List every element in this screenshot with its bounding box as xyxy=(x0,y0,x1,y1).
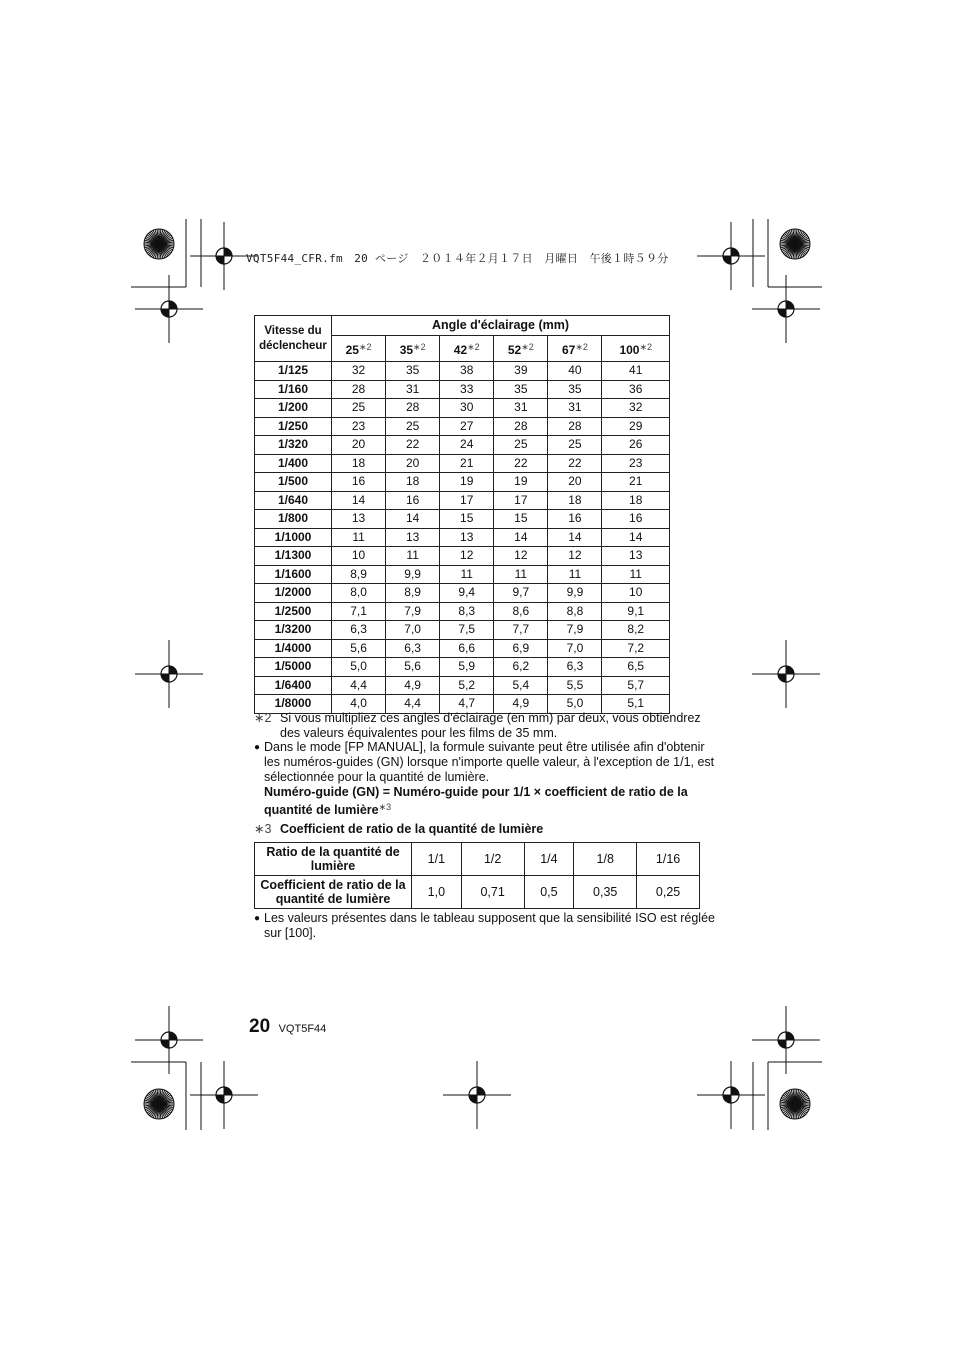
guide-number-cell: 23 xyxy=(602,454,670,473)
guide-number-cell: 9,4 xyxy=(440,584,494,603)
shutter-speed-cell: 1/250 xyxy=(255,417,332,436)
guide-number-cell: 16 xyxy=(332,473,386,492)
iso-bullet xyxy=(254,911,724,941)
guide-number-cell: 5,7 xyxy=(602,676,670,695)
footnote-2-ref: ∗2 xyxy=(413,342,426,352)
guide-number-cell: 28 xyxy=(332,380,386,399)
ratio-row xyxy=(255,843,700,876)
guide-number-cell: 19 xyxy=(494,473,548,492)
table-row xyxy=(255,436,670,455)
guide-number-cell: 5,1 xyxy=(602,695,670,714)
guide-number-cell: 5,5 xyxy=(548,676,602,695)
guide-number-cell: 5,0 xyxy=(548,695,602,714)
guide-number-cell: 13 xyxy=(332,510,386,529)
guide-number-cell: 31 xyxy=(494,399,548,418)
guide-number-cell: 6,3 xyxy=(332,621,386,640)
guide-number-cell: 32 xyxy=(332,362,386,381)
guide-number-cell: 13 xyxy=(602,547,670,566)
guide-number-cell: 6,9 xyxy=(494,639,548,658)
guide-number-cell: 22 xyxy=(386,436,440,455)
guide-number-cell: 33 xyxy=(440,380,494,399)
guide-number-cell: 40 xyxy=(548,362,602,381)
table-row xyxy=(255,602,670,621)
table-row xyxy=(255,399,670,418)
shutter-speed-cell: 1/200 xyxy=(255,399,332,418)
guide-number-cell: 18 xyxy=(602,491,670,510)
coefficient-value-cell: 0,35 xyxy=(574,876,637,909)
table-row xyxy=(255,510,670,529)
angle-column-25 xyxy=(332,336,386,362)
footnote-2-ref: ∗2 xyxy=(521,342,534,352)
guide-number-cell: 7,9 xyxy=(386,602,440,621)
guide-number-cell: 14 xyxy=(548,528,602,547)
guide-number-cell: 22 xyxy=(548,454,602,473)
guide-number-cell: 21 xyxy=(602,473,670,492)
table-row xyxy=(255,584,670,603)
footnote-2-ref: ∗2 xyxy=(467,342,480,352)
shutter-speed-cell: 1/320 xyxy=(255,436,332,455)
guide-number-cell: 6,5 xyxy=(602,658,670,677)
angle-group-header: Angle d'éclairage (mm) xyxy=(332,316,670,336)
shutter-speed-cell: 1/800 xyxy=(255,510,332,529)
ratio-value-cell: 1/2 xyxy=(461,843,524,876)
guide-number-cell: 17 xyxy=(494,491,548,510)
iso-note-text: Les valeurs présentes dans le tableau supposent que la sensibilité ISO est réglée sur [100]. xyxy=(264,911,715,940)
ratio-value-cell: 1/4 xyxy=(524,843,574,876)
fp-manual-text: Dans le mode [FP MANUAL], la formule suivante peut être utilisée afin d'obtenir les numéros-guides (GN) lorsque n'importe quelle valeur, à l'exception de 1/1, est sélectionnée pour la quantité de lumière. xyxy=(264,740,715,784)
angle-column-35 xyxy=(386,336,440,362)
table-row xyxy=(255,491,670,510)
guide-number-cell: 13 xyxy=(440,528,494,547)
guide-number-cell: 19 xyxy=(440,473,494,492)
footnote-2-ref: ∗2 xyxy=(358,342,372,352)
guide-number-cell: 25 xyxy=(494,436,548,455)
shutter-speed-cell: 1/5000 xyxy=(255,658,332,677)
guide-number-cell: 5,6 xyxy=(332,639,386,658)
guide-number-cell: 7,2 xyxy=(602,639,670,658)
angle-column-67 xyxy=(548,336,602,362)
shutter-speed-cell: 1/2500 xyxy=(255,602,332,621)
table-row xyxy=(255,454,670,473)
guide-number-cell: 35 xyxy=(548,380,602,399)
formula-marker: ∗3 xyxy=(378,802,392,812)
speed-column-header: Vitesse du déclencheur xyxy=(255,316,332,362)
guide-number-cell: 29 xyxy=(602,417,670,436)
guide-number-cell: 14 xyxy=(602,528,670,547)
print-header: VQT5F44_CFR.fm 20 ページ ２０１４年２月１７日 月曜日 午後１時５９分 xyxy=(246,252,669,265)
guide-number-cell: 8,3 xyxy=(440,602,494,621)
page-footer xyxy=(249,1016,326,1038)
angle-value: 67 xyxy=(561,343,576,357)
guide-number-cell: 6,3 xyxy=(386,639,440,658)
guide-number-cell: 20 xyxy=(548,473,602,492)
guide-number-cell: 9,9 xyxy=(548,584,602,603)
shutter-speed-cell: 1/3200 xyxy=(255,621,332,640)
formula-text: Numéro-guide (GN) = Numéro-guide pour 1/1 × coefficient de ratio de la quantité de lumière xyxy=(264,785,688,817)
footnote-2-text: Si vous multipliez ces angles d'éclairage (en mm) par deux, vous obtiendrez des valeurs équivalentes pour les films de 35 mm. xyxy=(280,711,701,740)
guide-number-cell: 5,4 xyxy=(494,676,548,695)
guide-number-cell: 27 xyxy=(440,417,494,436)
guide-number-cell: 32 xyxy=(602,399,670,418)
table-row xyxy=(255,621,670,640)
angle-value: 52 xyxy=(507,343,522,357)
bullet-icon: ● xyxy=(254,742,261,753)
guide-number-cell: 6,3 xyxy=(548,658,602,677)
guide-number-cell: 28 xyxy=(548,417,602,436)
table-row xyxy=(255,362,670,381)
guide-number-cell: 7,0 xyxy=(548,639,602,658)
guide-number-cell: 6,2 xyxy=(494,658,548,677)
guide-number-cell: 35 xyxy=(494,380,548,399)
table-row xyxy=(255,473,670,492)
table-row xyxy=(255,417,670,436)
footnote-3-marker: ∗3 xyxy=(254,822,272,836)
guide-number-cell: 4,4 xyxy=(386,695,440,714)
guide-number-cell: 20 xyxy=(332,436,386,455)
angle-value: 35 xyxy=(399,343,414,357)
guide-number-cell: 8,2 xyxy=(602,621,670,640)
guide-number-cell: 7,5 xyxy=(440,621,494,640)
fp-manual-bullet xyxy=(254,740,724,818)
guide-number-cell: 10 xyxy=(602,584,670,603)
ratio-value-cell: 1/16 xyxy=(637,843,700,876)
coefficient-value-cell: 0,71 xyxy=(461,876,524,909)
table-row xyxy=(255,658,670,677)
guide-number-cell: 14 xyxy=(386,510,440,529)
shutter-speed-cell: 1/2000 xyxy=(255,584,332,603)
guide-number-cell: 31 xyxy=(548,399,602,418)
guide-number-cell: 9,9 xyxy=(386,565,440,584)
guide-number-cell: 25 xyxy=(332,399,386,418)
guide-number-cell: 12 xyxy=(548,547,602,566)
coefficient-row-header: Coefficient de ratio de la quantité de lumière xyxy=(255,876,412,909)
guide-number-cell: 7,0 xyxy=(386,621,440,640)
guide-number-cell: 6,6 xyxy=(440,639,494,658)
guide-number-cell: 26 xyxy=(602,436,670,455)
guide-number-cell: 9,1 xyxy=(602,602,670,621)
table-row xyxy=(255,565,670,584)
guide-number-table xyxy=(254,315,670,714)
angle-column-42 xyxy=(440,336,494,362)
footnote-2-ref: ∗2 xyxy=(575,342,588,352)
light-ratio-table xyxy=(254,842,700,909)
table-row xyxy=(255,639,670,658)
guide-number-cell: 5,6 xyxy=(386,658,440,677)
guide-number-cell: 8,9 xyxy=(386,584,440,603)
guide-number-cell: 7,1 xyxy=(332,602,386,621)
angle-column-52 xyxy=(494,336,548,362)
ratio-value-cell: 1/1 xyxy=(412,843,462,876)
guide-number-cell: 17 xyxy=(440,491,494,510)
coefficient-value-cell: 1,0 xyxy=(412,876,462,909)
guide-number-cell: 11 xyxy=(602,565,670,584)
guide-number-cell: 5,0 xyxy=(332,658,386,677)
guide-number-cell: 12 xyxy=(440,547,494,566)
shutter-speed-cell: 1/125 xyxy=(255,362,332,381)
page-number: 20 xyxy=(249,1016,271,1037)
guide-number-cell: 18 xyxy=(548,491,602,510)
guide-number-cell: 5,9 xyxy=(440,658,494,677)
guide-number-cell: 8,0 xyxy=(332,584,386,603)
guide-number-cell: 24 xyxy=(440,436,494,455)
guide-number-cell: 8,9 xyxy=(332,565,386,584)
guide-number-cell: 28 xyxy=(494,417,548,436)
shutter-speed-cell: 1/400 xyxy=(255,454,332,473)
guide-number-cell: 25 xyxy=(548,436,602,455)
shutter-speed-cell: 1/4000 xyxy=(255,639,332,658)
guide-number-cell: 21 xyxy=(440,454,494,473)
guide-number-cell: 14 xyxy=(332,491,386,510)
coefficient-value-cell: 0,5 xyxy=(524,876,574,909)
footnote-3 xyxy=(254,822,724,837)
guide-number-cell: 15 xyxy=(494,510,548,529)
shutter-speed-cell: 1/6400 xyxy=(255,676,332,695)
guide-number-cell: 7,7 xyxy=(494,621,548,640)
guide-number-cell: 22 xyxy=(494,454,548,473)
ratio-row-header: Ratio de la quantité de lumière xyxy=(255,843,412,876)
table-row xyxy=(255,380,670,399)
guide-number-cell: 41 xyxy=(602,362,670,381)
shutter-speed-cell: 1/1600 xyxy=(255,565,332,584)
guide-number-cell: 5,2 xyxy=(440,676,494,695)
guide-number-cell: 31 xyxy=(386,380,440,399)
guide-number-cell: 4,0 xyxy=(332,695,386,714)
footnote-2-ref: ∗2 xyxy=(639,342,653,352)
footnote-2-marker: ∗2 xyxy=(254,711,272,725)
shutter-speed-cell: 1/500 xyxy=(255,473,332,492)
guide-number-cell: 18 xyxy=(332,454,386,473)
coefficient-row xyxy=(255,876,700,909)
guide-number-cell: 35 xyxy=(386,362,440,381)
shutter-speed-cell: 1/160 xyxy=(255,380,332,399)
bullet-icon: ● xyxy=(254,913,261,924)
ratio-value-cell: 1/8 xyxy=(574,843,637,876)
angle-value: 42 xyxy=(453,343,468,357)
guide-number-cell: 16 xyxy=(386,491,440,510)
coefficient-value-cell: 0,25 xyxy=(637,876,700,909)
guide-number-cell: 10 xyxy=(332,547,386,566)
guide-number-cell: 20 xyxy=(386,454,440,473)
guide-number-cell: 4,7 xyxy=(440,695,494,714)
shutter-speed-cell: 1/640 xyxy=(255,491,332,510)
angle-column-100 xyxy=(602,336,670,362)
table-row xyxy=(255,528,670,547)
guide-number-cell: 18 xyxy=(386,473,440,492)
guide-number-cell: 16 xyxy=(602,510,670,529)
shutter-speed-cell: 1/1300 xyxy=(255,547,332,566)
footnote-3-title: Coefficient de ratio de la quantité de lumière xyxy=(280,822,544,836)
guide-number-cell: 14 xyxy=(494,528,548,547)
guide-number-cell: 11 xyxy=(548,565,602,584)
guide-number-cell: 36 xyxy=(602,380,670,399)
guide-number-rows xyxy=(255,362,670,714)
guide-number-cell: 12 xyxy=(494,547,548,566)
guide-number-cell: 8,8 xyxy=(548,602,602,621)
guide-number-cell: 11 xyxy=(440,565,494,584)
guide-number-cell: 28 xyxy=(386,399,440,418)
model-code: VQT5F44 xyxy=(278,1023,327,1035)
shutter-speed-cell: 1/1000 xyxy=(255,528,332,547)
table-row xyxy=(255,676,670,695)
guide-number-cell: 16 xyxy=(548,510,602,529)
guide-number-cell: 30 xyxy=(440,399,494,418)
guide-number-formula xyxy=(264,785,724,818)
guide-number-cell: 15 xyxy=(440,510,494,529)
shutter-speed-cell: 1/8000 xyxy=(255,695,332,714)
guide-number-cell: 25 xyxy=(386,417,440,436)
guide-number-cell: 38 xyxy=(440,362,494,381)
guide-number-cell: 11 xyxy=(494,565,548,584)
guide-number-cell: 23 xyxy=(332,417,386,436)
table-row xyxy=(255,547,670,566)
guide-number-cell: 9,7 xyxy=(494,584,548,603)
footnote-2 xyxy=(254,711,724,741)
angle-value: 100 xyxy=(619,343,640,357)
guide-number-cell: 11 xyxy=(332,528,386,547)
guide-number-cell: 4,9 xyxy=(386,676,440,695)
guide-number-cell: 11 xyxy=(386,547,440,566)
guide-number-cell: 4,9 xyxy=(494,695,548,714)
angle-value: 25 xyxy=(345,343,359,357)
guide-number-cell: 39 xyxy=(494,362,548,381)
guide-number-cell: 7,9 xyxy=(548,621,602,640)
guide-number-cell: 8,6 xyxy=(494,602,548,621)
guide-number-cell: 4,4 xyxy=(332,676,386,695)
guide-number-cell: 13 xyxy=(386,528,440,547)
